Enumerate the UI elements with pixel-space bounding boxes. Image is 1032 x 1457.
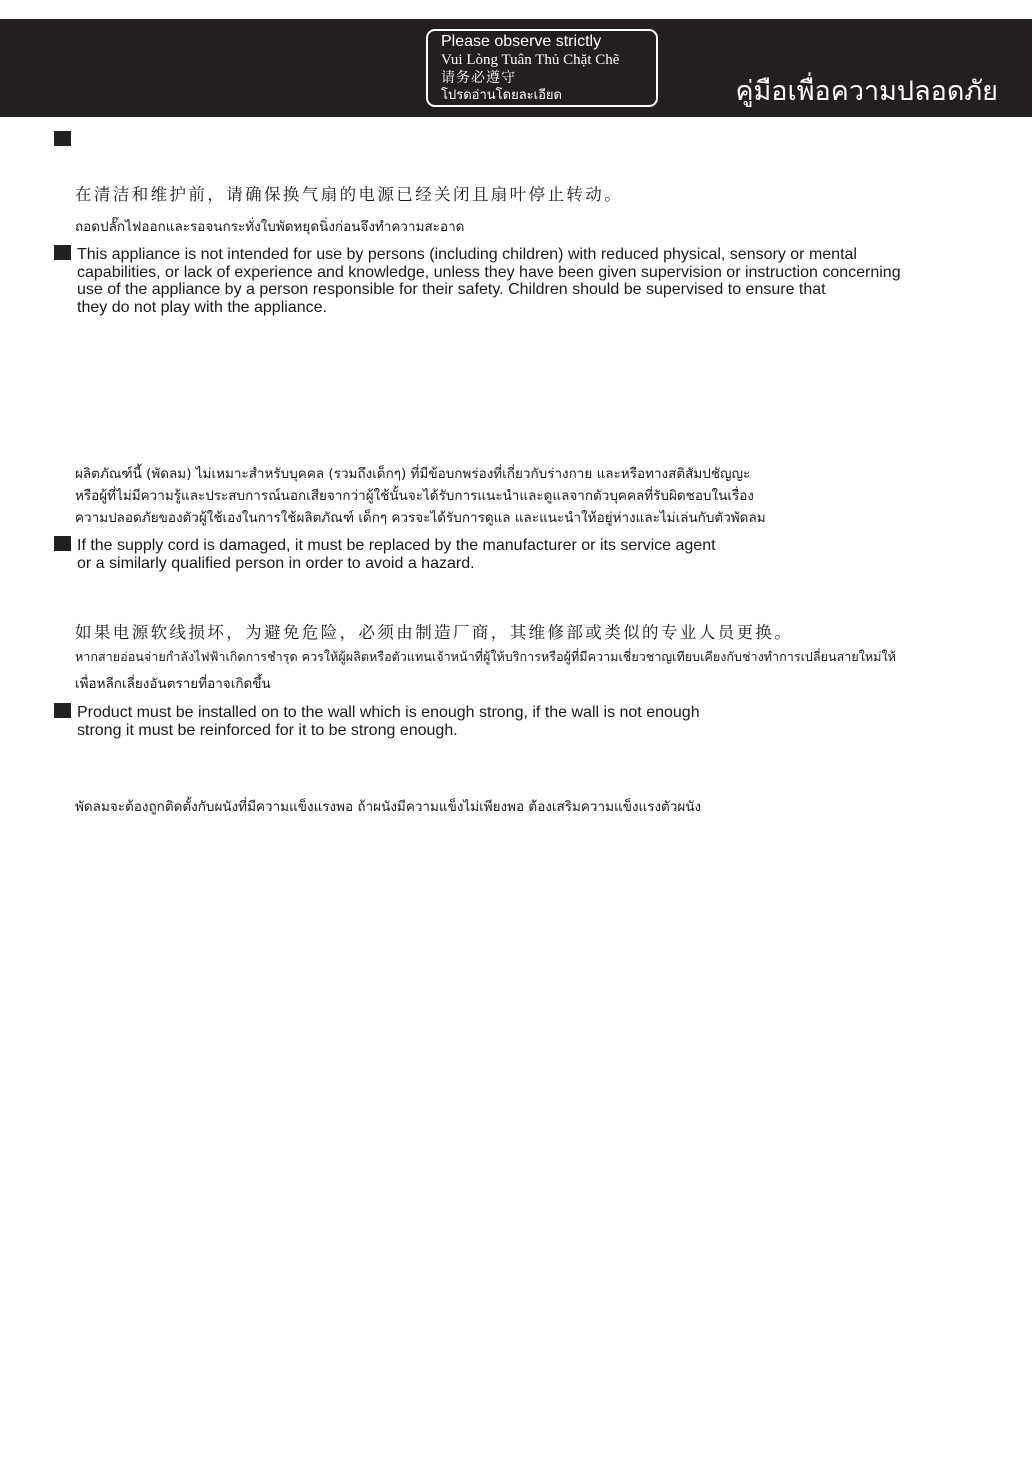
observe-text-zh: 请务必遵守 <box>441 70 516 86</box>
section-3-en <box>77 537 716 572</box>
section-1-th: ถอดปลั๊กไฟออกและรอจนกระทั่งใบพัดหยุดนิ่งก่อนจึงทำความสะอาด <box>75 219 465 235</box>
page-title: คู่มือเพื่อความปลอดภัย <box>735 76 998 107</box>
section-4-en-line: strong it must be reinforced for it to be strong enough. <box>77 721 458 739</box>
bullet-square-icon <box>54 703 71 718</box>
section-2-en-line: capabilities, or lack of experience and knowledge, unless they have been given supervision or instruction concerning <box>77 263 901 281</box>
section-2-th-line: ความปลอดภัยของตัวผู้ใช้เองในการใช้ผลิตภัณฑ์ เด็กๆ ควรจะได้รับการดูแล และแนะนำให้อยู่ห่างและไม่เล่นกับตัวพัดลม <box>75 510 766 526</box>
section-3-zh: 如果电源软线损坏，为避免危险，必须由制造厂商，其维修部或类似的专业人员更换。 <box>75 623 794 642</box>
section-1-zh: 在清洁和维护前，请确保换气扇的电源已经关闭且扇叶停止转动。 <box>75 185 624 204</box>
section-3-th-line: หากสายอ่อนจ่ายกำลังไฟฟ้าเกิดการชำรุด ควรให้ผู้ผลิตหรือตัวแทนเจ้าหน้าที่ผู้ให้บริการหรือผู้ที่มีความเชี่ยวชาญเทียบเคียงกับช่างทำการเปลี่ยนสายใหม่ให้ <box>75 649 896 664</box>
observe-strictly-box <box>426 29 658 107</box>
section-3-en-line: or a similarly qualified person in order to avoid a hazard. <box>77 554 475 572</box>
observe-text-en: Please observe strictly <box>441 33 602 50</box>
observe-text-th: โปรดอ่านโดยละเอียด <box>441 88 562 103</box>
bullet-square-icon <box>54 131 71 146</box>
section-4-en-line: Product must be installed on to the wall which is enough strong, if the wall is not enough <box>77 704 700 721</box>
observe-text-vi: Vui Lòng Tuân Thủ Chặt Chẽ <box>441 52 620 68</box>
section-2-en-line: This appliance is not intended for use by persons (including children) with reduced physical, sensory or mental <box>77 246 857 263</box>
section-2-en-line: they do not play with the appliance. <box>77 298 327 316</box>
section-2-en <box>77 246 901 316</box>
section-3-th-line: เพื่อหลีกเลี่ยงอันตรายที่อาจเกิดขึ้น <box>75 676 271 692</box>
bullet-square-icon <box>54 536 71 551</box>
section-2-en-line: use of the appliance by a person responsible for their safety. Children should be supervised to ensure that <box>77 281 826 298</box>
section-2-th-line: หรือผู้ที่ไม่มีความรู้และประสบการณ์นอกเสียจากว่าผู้ใช้นั้นจะได้รับการแนะนำและดูแลจากตัวบุคคลที่รับผิดชอบในเรื่อง <box>75 488 754 504</box>
section-4-th-line: พัดลมจะต้องถูกติดตั้งกับผนังที่มีความแข็งแรงพอ ถ้าผนังมีความแข็งไม่เพียงพอ ต้องเสริมความแข็งแรงตัวผนัง <box>75 799 702 815</box>
section-2-th-line: ผลิตภัณฑ์นี้ (พัดลม) ไม่เหมาะสำหรับบุคคล (รวมถึงเด็กๆ) ที่มีข้อบกพร่องที่เกี่ยวกับร่างกาย และหรือทางสติสัมปชัญญะ <box>75 466 751 482</box>
section-3-en-line: If the supply cord is damaged, it must be replaced by the manufacturer or its service agent <box>77 537 716 554</box>
bullet-square-icon <box>54 245 71 260</box>
section-4-en <box>77 704 700 739</box>
page-header <box>0 19 1032 117</box>
